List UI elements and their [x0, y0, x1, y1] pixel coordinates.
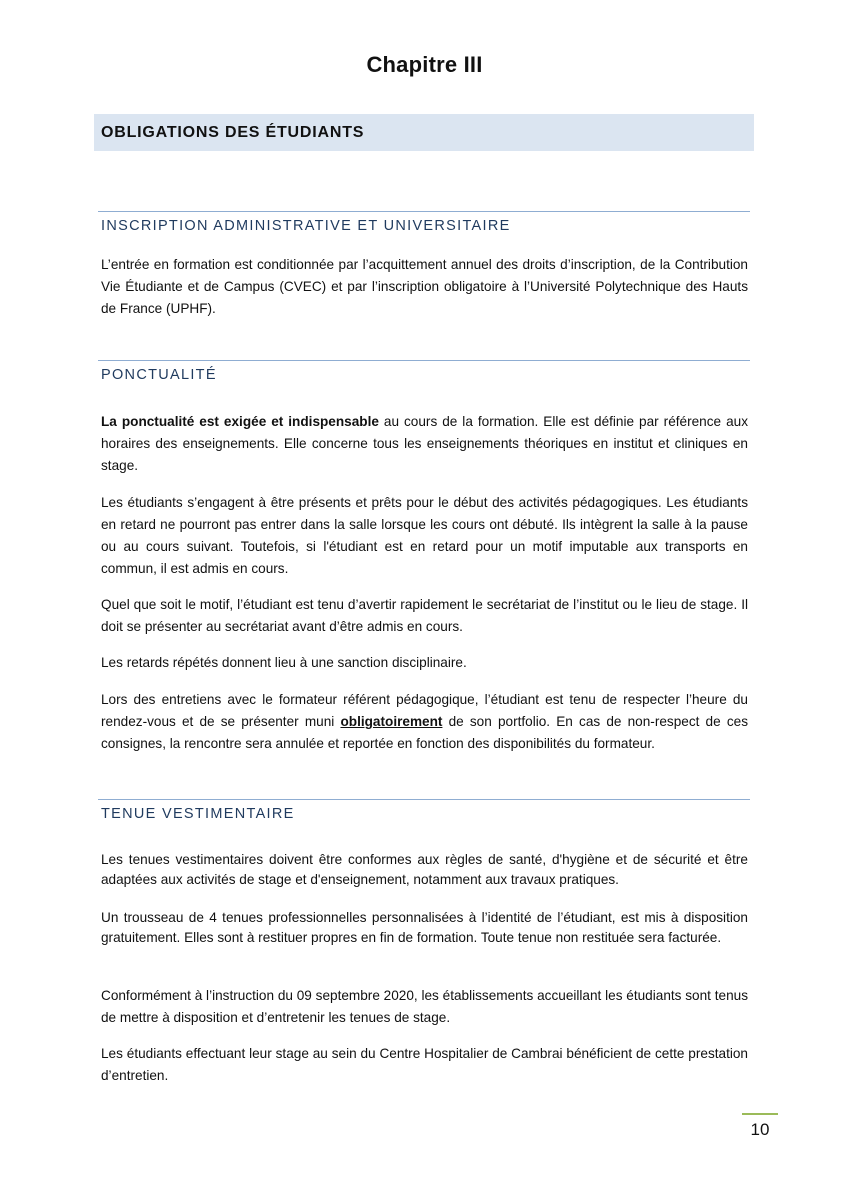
paragraph: Les tenues vestimentaires doivent être conformes aux règles de santé, d'hygiène et de sécurité et être adaptées aux activités de stage et d'enseignement, notamment aux travaux pratiques. [101, 852, 748, 887]
section-title: PONCTUALITÉ [101, 367, 217, 383]
section-banner [94, 114, 754, 151]
paragraph: Un trousseau de 4 tenues professionnelles personnalisées à l’identité de l’étudiant, est mis à disposition gratuitement. Elles sont à restituer propres en fin de formation. Toute tenue non restituée sera facturée. [101, 910, 748, 945]
paragraph: Conformément à l’instruction du 09 septembre 2020, les établissements accueillant les étudiants sont tenus de mettre à disposition et d’entretenir les tenues de stage. [101, 988, 748, 1025]
bold-lead: La ponctualité est exigée et indispensable [101, 414, 379, 429]
paragraph-text: de son portfolio. En cas de non-respect de ces consignes, la rencontre sera annulée et reportée en fonction des disponibilités du formateur. [101, 714, 748, 751]
paragraph: L’entrée en formation est conditionnée par l’acquittement annuel des droits d’inscription, de la Contribution Vie Étudiante et de Campus (CVEC) et par l’inscription obligatoire à l’Université Polytechnique des Hauts de France (UPHF). [101, 257, 748, 316]
section-inscription-heading [98, 211, 750, 234]
paragraph [101, 411, 748, 477]
section-divider [98, 211, 750, 212]
footer-divider [742, 1113, 778, 1115]
banner-title: OBLIGATIONS DES ÉTUDIANTS [101, 124, 365, 141]
paragraph-text: au cours de la formation. Elle est définie par référence aux horaires des enseignements. Elle concerne tous les enseignements théoriques en institut et cliniques en stage. [101, 414, 748, 473]
emphasized-word: obligatoirement [340, 714, 443, 729]
section-title: TENUE VESTIMENTAIRE [101, 806, 295, 822]
section-divider [98, 799, 750, 800]
section-tenue-heading [98, 799, 750, 822]
page-number: 10 [750, 1120, 770, 1139]
paragraph [101, 689, 748, 755]
paragraph: Quel que soit le motif, l’étudiant est tenu d’avertir rapidement le secrétariat de l’institut ou le lieu de stage. Il doit se présenter au secrétariat avant d’être admis en cours. [101, 597, 748, 634]
paragraph: Les retards répétés donnent lieu à une sanction disciplinaire. [101, 655, 467, 670]
section-title: INSCRIPTION ADMINISTRATIVE ET UNIVERSITAIRE [101, 218, 511, 234]
paragraph: Les étudiants effectuant leur stage au sein du Centre Hospitalier de Cambrai bénéficient de cette prestation d’entretien. [101, 1046, 748, 1083]
paragraph: Les étudiants s’engagent à être présents et prêts pour le début des activités pédagogiques. Les étudiants en retard ne pourront pas entrer dans la salle lorsque les cours ont débuté. Ils intègrent la salle à la pause ou au cours suivant. Toutefois, si l'étudiant est en retard pour un motif imputable aux transports en commun, il est admis en cours. [101, 495, 748, 576]
paragraph-text: Lors des entretiens avec le formateur référent pédagogique, l’étudiant est tenu de respecter l’heure du rendez-vous et de se présenter muni [101, 692, 748, 729]
section-divider [98, 360, 750, 361]
section-ponctualite-heading [98, 360, 750, 383]
chapter-title: Chapitre III [366, 52, 483, 77]
